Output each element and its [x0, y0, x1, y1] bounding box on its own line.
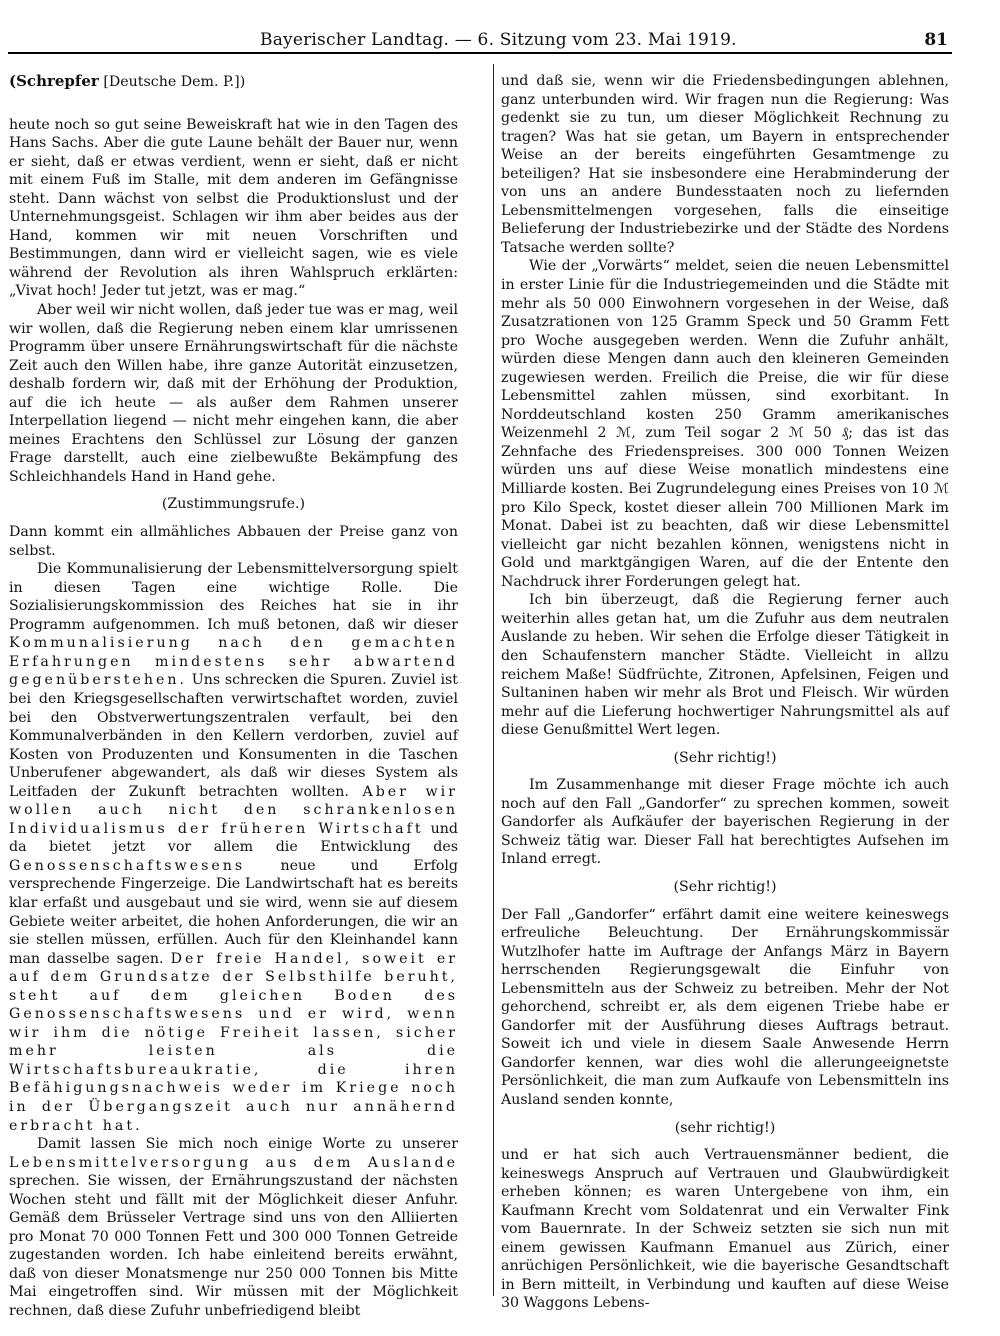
speaker-name: (Schrepfer	[9, 72, 99, 90]
running-head: Bayerischer Landtag. — 6. Sitzung vom 23. Mai 1919.	[260, 30, 737, 50]
paragraph: und daß sie, wenn wir die Friedensbedingungen ablehnen, ganz unterbunden wird. Wir fragen nun die Regierung: Was gedenkt sie zu tun, um dieser Möglichkeit Rechnung zu tragen? Was hat sie getan, um Bayern in entsprechender Weise an der bereits eingeführten Gesamtmenge zu beteiligen? Hat sie insbesondere eine Herabminderung der von uns an andere Bundesstaaten noch zu liefernden Lebensmittelmengen vorgesehen, falls die einseitige Belieferung der Industriebezirke und der Städte des Nordens Tatsache werden sollte?	[501, 73, 949, 256]
page-header	[0, 30, 1000, 54]
text-run: Die Kommunalisierung der Lebensmittelversorgung spielt in diesen Tagen eine wichtige Rolle. Die Sozialisierungskommission des Reiches hat sie in ihr Programm aufgenommen. Ich muß betonen, daß wir dieser	[9, 561, 458, 633]
text-run: Damit lassen Sie mich noch einige Worte zu unserer	[37, 1136, 458, 1153]
spaced-emphasis: Genossenschaftswesens	[9, 857, 246, 874]
paragraph: Im Zusammenhange mit dieser Frage möchte ich auch noch auf den Fall „Gandorfer“ zu sprechen kommen, soweit Gandorfer als Aufkäufer der bayerischen Regierung in der Schweiz tätig war. Dieser Fall hat berechtigtes Aufsehen im Inland erregt.	[501, 777, 949, 868]
text-run: neue und Erfolg versprechende Fingerzeige. Die Landwirtschaft hat es bereits klar erfaßt und ausgebaut und sie wird, wenn sie auf diesem Gebiete weiter arbeitet, die hohen Anforderungen, die wir an sie stellen müssen, erfüllen. Auch für den Kleinhandel kann man dasselbe sagen.	[9, 857, 458, 967]
spaced-emphasis: Lebensmittelversorgung aus dem Auslande	[9, 1154, 458, 1171]
text-run: sprechen. Sie wissen, der Ernährungszustand der nächsten Wochen steht und fällt mit der Möglichkeit dieser Anfuhr. Gemäß dem Brüsseler Vertrage sind uns von den Alliierten pro Monat 70 000 Tonnen Fett und 300 000 Tonnen Getreide zugestanden worden. Ich habe einleitend bereits erwähnt, daß von dieser Monatsmenge nur 250 000 Tonnen bis Mitte Mai eingetroffen sind. Wir müssen mit der Möglichkeit rechnen, daß diese Zufuhr unbefriedigend bleibt	[9, 1173, 458, 1319]
paragraph: Dann kommt ein allmähliches Abbauen der Preise ganz von selbst.	[9, 524, 458, 559]
paragraph	[9, 560, 458, 1135]
spaced-emphasis: Kommunalisierung nach den gemachten Erfahrungen mindestens sehr abwartend gegenüberstehen.	[9, 635, 458, 689]
spaced-emphasis: Der freie Handel, soweit er auf dem Grundsatze der Selbsthilfe beruht, steht auf dem gleichen Boden des Genossenschaftswesens und er wird, wenn wir ihm die nötige Freiheit lassen, sicher mehr leisten als die Wirtschaftsbureaukratie, die ihren Befähigungsnachweis weder im Kriege noch in der Übergangszeit auch nur annähernd erbracht hat.	[9, 950, 458, 1134]
paragraph: Wie der „Vorwärts“ meldet, seien die neuen Lebensmittel in erster Linie für die Industriegemeinden und die Städte mit mehr als 50 000 Einwohnern vorgesehen in der Weise, daß Zusatzrationen von 125 Gramm Speck und 50 Gramm Fett pro Woche ausgegeben werden. Wenn die Zufuhr anhält, würden diese Mengen dann auch den kleineren Gemeinden zugewiesen werden. Freilich die Preise, die wir für diese Lebensmittel zahlen müssen, sind exorbitant. In Norddeutschland kosten 250 Gramm amerikanisches Weizenmehl 2 ℳ, zum Teil sogar 2 ℳ 50 ₰; das ist das Zehnfache des Friedenspreises. 300 000 Tonnen Weizen würden uns auf diese Weise monatlich mindestens eine Milliarde kosten. Bei Zugrundelegung eines Preises von 10 ℳ pro Kilo Speck, kostet dieser allein 700 Millionen Mark im Monat. Dabei ist zu beachten, daß wir diese Lebensmittel vielleicht gar nicht bezahlen können, wenigstens nicht in Gold und marktgängigen Waren, auf die der Entente den Nachdruck ihrer Forderungen gelegt hat.	[501, 258, 949, 590]
speaker-label	[9, 72, 458, 92]
interjection: (Zustimmungsrufe.)	[161, 496, 306, 513]
text-run: Uns schrecken die Spuren. Zuviel ist bei den Kriegsgesellschaften verwirtschaftet worden, zuviel bei den Obstverwertungszentralen verfault, bei den Kommunalverbänden in den Kellern verdorben, zuviel auf Kosten von Produzenten und Konsumenten in die Taschen Unberufener abgewandert, als daß wir dieses System als Leitfaden der Zukunft betrachten wollten.	[9, 672, 458, 800]
paragraph: heute noch so gut seine Beweiskraft hat wie in den Tagen des Hans Sachs. Aber die gute Laune behält der Bauer nur, wenn er sieht, daß er etwas verdient, wenn er sieht, daß er nicht mit einem Fuß im Stalle, mit dem anderen im Gefängnisse steht. Dann wächst von selbst die Produktionslust und der Unternehmungsgeist. Schlagen wir ihm aber beides aus der Hand, kommen wir mit neuen Vorschriften und Bestimmungen, dann wird er vielleicht sagen, wie es viele während der Revolution als ihren Wahlspruch erklärten: „Vivat hoch! Jeder tut jetzt, was er mag.“	[9, 116, 458, 300]
left-column	[9, 72, 458, 1321]
page-number: 81	[924, 30, 948, 50]
paragraph: Aber weil wir nicht wollen, daß jeder tue was er mag, weil wir wollen, daß die Regierung neben einem klar umrissenen Programm über unsere Ernährungswirtschaft für die nächste Zeit auch den Willen habe, ihre ganze Autorität einzusetzen, deshalb fordern wir, daß mit der Erhöhung der Produktion, auf die ich heute — als außer dem Rahmen unserer Interpellation liegend — nicht mehr eingehen kann, die aber meines Erachtens den Schlüssel zur Lösung der ganzen Frage darstellt, auch eine zielbewußte Bekämpfung des Schleichhandels Hand in Hand gehe.	[9, 302, 458, 485]
interjection: (Sehr richtig!)	[673, 749, 777, 766]
header-rule	[8, 52, 952, 54]
paragraph: und er hat sich auch Vertrauensmänner bedient, die keineswegs Anspruch auf Vertrauen und Glaubwürdigkeit erheben können; es waren Untergebene von ihm, ein Kaufmann Krecht vom Soldatenrat und ein Verwalter Fink vom Bauernrate. In der Schweiz setzten sie sich nun mit einem gewissen Kaufmann Emanuel aus Zürich, einer anrüchigen Persönlichkeit, wie die bayerische Gesandtschaft in Bern mitteilt, in Verbindung und kauften auf diese Weise 30 Waggons Lebens-	[501, 1147, 949, 1312]
text-run: und da bietet jetzt vor allem die Entwicklung des	[9, 820, 458, 856]
right-column	[501, 72, 949, 1313]
interjection: (Sehr richtig!)	[673, 878, 777, 895]
paragraph: Der Fall „Gandorfer“ erfährt damit eine weitere keineswegs erfreuliche Beleuchtung. Der Ernährungskommissär Wutzlhofer hatte im Auftrage der Anfangs März in Bayern herrschenden Regierungsgewalt die Einfuhr von Lebensmitteln aus der Schweiz zu betreiben. Mehr der Not gehorchend, schreibt er, als dem eigenen Triebe habe er Gandorfer mit der Ausführung dieses Auftrags betraut. Soweit ich und viele in diesem Saale Anwesende Herrn Gandorfer kennen, war dies wohl die allerungeeignetste Persönlichkeit, die man zum Aufkaufe von Lebensmitteln ins Ausland senden konnte,	[501, 906, 949, 1108]
paragraph	[9, 1135, 458, 1320]
interjection: (sehr richtig!)	[674, 1119, 776, 1136]
paragraph: Ich bin überzeugt, daß die Regierung ferner auch weiterhin alles getan hat, um die Zufuhr aus dem neutralen Auslande zu heben. Wir sehen die Erfolge dieser Tätigkeit in den Schaufenstern mancher Städte. Vielleicht in allzu reichem Maße! Südfrüchte, Zitronen, Apfelsinen, Feigen und Sultaninen haben wir mehr als Brot und Fleisch. Wir würden mehr auf die Lieferung hochwertiger Nahrungsmittel als auf diese Genußmittel Wert legen.	[501, 592, 949, 739]
speaker-party: [Deutsche Dem. P.])	[98, 74, 246, 90]
column-divider	[493, 64, 494, 1296]
spaced-emphasis: Aber wir wollen auch nicht den schrankenlosen Individualismus der früheren Wirtschaft	[9, 783, 458, 837]
